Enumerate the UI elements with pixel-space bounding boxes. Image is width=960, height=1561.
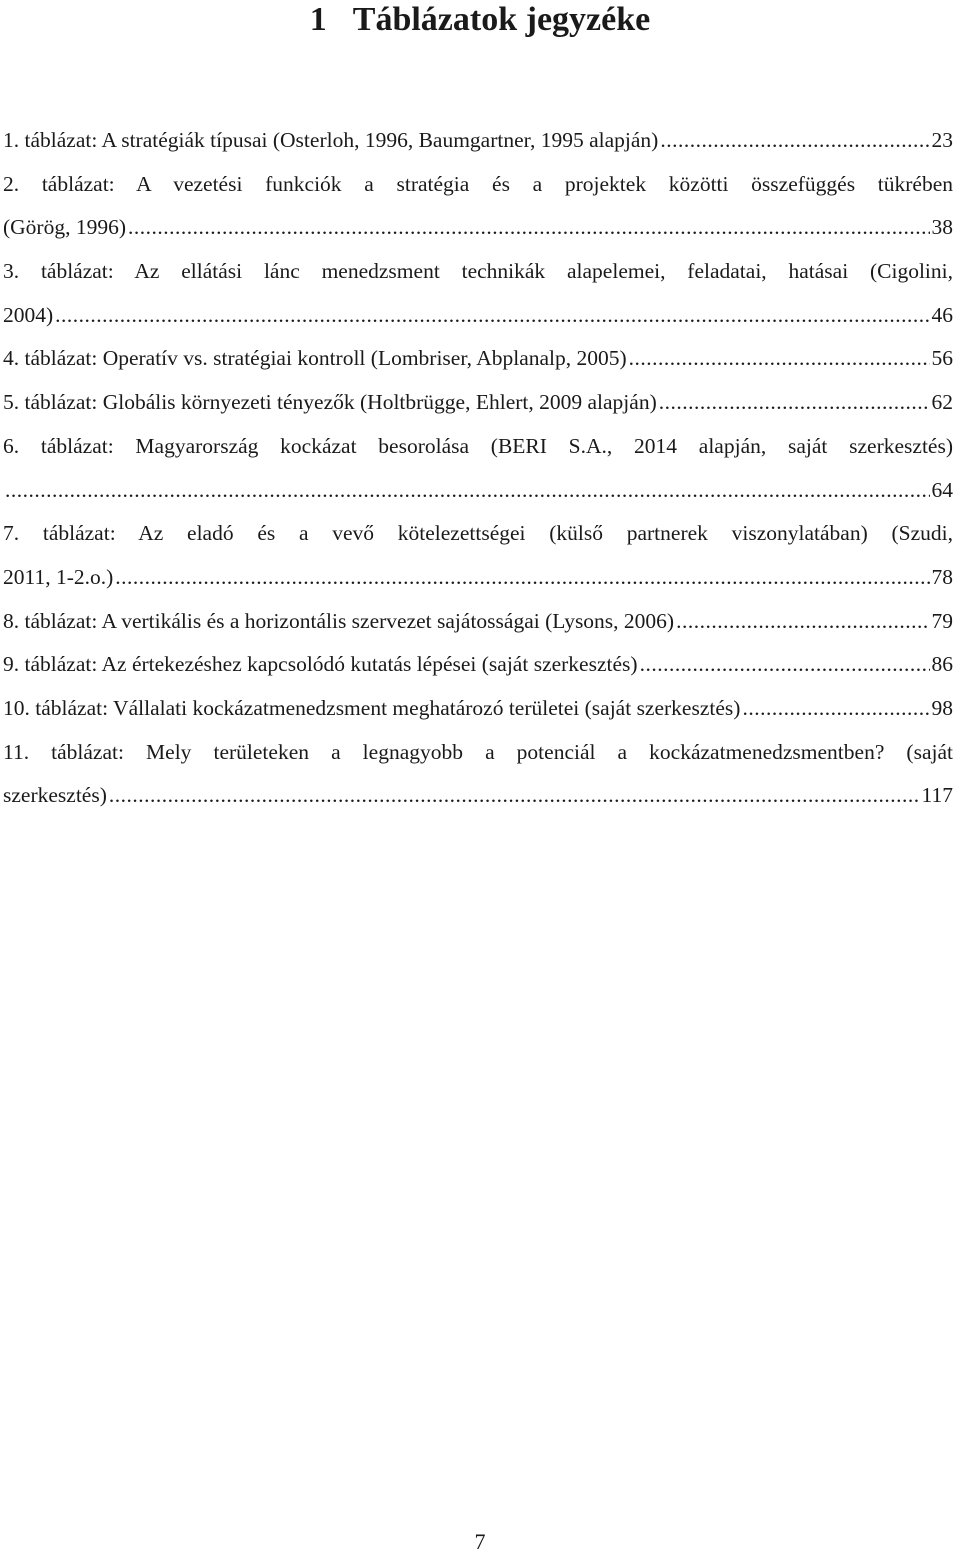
toc-entry[interactable] bbox=[3, 337, 953, 381]
list-of-tables bbox=[3, 119, 953, 818]
toc-entry-text: 11. táblázat: Mely területeken a legnagyobb a potenciál a kockázatmenedzsmentben? (saját bbox=[3, 739, 953, 764]
toc-page-number: 64 bbox=[931, 477, 953, 502]
toc-entry-text: 8. táblázat: A vertikális és a horizontális szervezet sajátosságai (Lysons, 2006) bbox=[3, 608, 675, 633]
toc-entry-text: 2. táblázat: A vezetési funkciók a stratégia és a projektek közötti összefüggés tükrében bbox=[3, 171, 953, 196]
dot-leader bbox=[128, 206, 929, 250]
heading-number: 1 bbox=[309, 1, 327, 38]
toc-entry-text: 5. táblázat: Globális környezeti tényezők (Holtbrügge, Ehlert, 2009 alapján) bbox=[3, 390, 657, 415]
toc-page-number: 79 bbox=[931, 608, 953, 633]
toc-entry-last-line bbox=[3, 556, 953, 600]
toc-entry-last-line bbox=[3, 774, 953, 818]
toc-page-number: 62 bbox=[931, 390, 953, 415]
toc-entry-last-line bbox=[3, 206, 953, 250]
toc-page-number: 98 bbox=[931, 695, 953, 720]
toc-entry[interactable] bbox=[3, 687, 953, 731]
toc-entry-text: 4. táblázat: Operatív vs. stratégiai kontroll (Lombriser, Abplanalp, 2005) bbox=[3, 346, 627, 371]
dot-leader bbox=[660, 119, 929, 163]
dot-leader bbox=[676, 600, 929, 644]
dot-leader bbox=[109, 774, 920, 818]
toc-page-number: 38 bbox=[931, 215, 953, 240]
toc-entry-text: 3. táblázat: Az ellátási lánc menedzsment technikák alapelemei, feladatai, hatásai (Cigolini, bbox=[3, 259, 953, 284]
toc-entry-last-line bbox=[3, 294, 953, 338]
toc-entry[interactable] bbox=[3, 250, 953, 337]
dot-leader bbox=[629, 337, 930, 381]
toc-page-number: 46 bbox=[931, 302, 953, 327]
dot-leader bbox=[115, 556, 929, 600]
toc-entry-text: 1. táblázat: A stratégiák típusai (Osterloh, 1996, Baumgartner, 1995 alapján) bbox=[3, 128, 659, 152]
toc-page-number: 78 bbox=[931, 564, 953, 589]
toc-entry-text: szerkesztés) bbox=[3, 783, 107, 808]
dot-leader bbox=[742, 687, 929, 731]
toc-entry-text: 6. táblázat: Magyarország kockázat besorolása (BERI S.A., 2014 alapján, saját szerkesztés) bbox=[3, 433, 953, 458]
toc-entry-last-line bbox=[3, 119, 953, 163]
toc-entry-text: 2004) bbox=[3, 302, 54, 327]
toc-page-number: 117 bbox=[921, 783, 953, 808]
toc-entry[interactable] bbox=[3, 163, 953, 250]
toc-entry[interactable] bbox=[3, 512, 953, 599]
toc-entry[interactable] bbox=[3, 731, 953, 818]
section-heading bbox=[0, 0, 960, 40]
toc-page-number: 23 bbox=[931, 128, 953, 152]
toc-entry-last-line bbox=[3, 643, 953, 687]
page-number: 7 bbox=[474, 1529, 486, 1554]
dot-leader bbox=[640, 643, 930, 687]
dot-leader bbox=[55, 294, 929, 338]
toc-entry-last-line bbox=[3, 381, 953, 425]
toc-entry-last-line bbox=[3, 469, 953, 513]
dot-leader bbox=[5, 469, 930, 513]
toc-entry-last-line bbox=[3, 687, 953, 731]
toc-entry-text: 2011, 1-2.o.) bbox=[3, 564, 114, 589]
toc-entry[interactable] bbox=[3, 425, 953, 512]
toc-entry-text: 9. táblázat: Az értekezéshez kapcsolódó kutatás lépései (saját szerkesztés) bbox=[3, 652, 638, 677]
toc-entry-text: (Görög, 1996) bbox=[3, 215, 127, 240]
dot-leader bbox=[659, 381, 930, 425]
toc-entry[interactable] bbox=[3, 381, 953, 425]
toc-page-number: 86 bbox=[931, 652, 953, 677]
toc-entry[interactable] bbox=[3, 600, 953, 644]
toc-entry-last-line bbox=[3, 337, 953, 381]
heading-title: Táblázatok jegyzéke bbox=[352, 1, 651, 38]
toc-entry[interactable] bbox=[3, 643, 953, 687]
toc-entry[interactable] bbox=[3, 119, 953, 163]
toc-page-number: 56 bbox=[931, 346, 953, 371]
toc-entry-text: 10. táblázat: Vállalati kockázatmenedzsment meghatározó területei (saját szerkesztés) bbox=[3, 695, 741, 720]
toc-entry-text: 7. táblázat: Az eladó és a vevő kötelezettségei (külső partnerek viszonylatában) (Szudi, bbox=[3, 521, 953, 546]
toc-entry-last-line bbox=[3, 600, 953, 644]
